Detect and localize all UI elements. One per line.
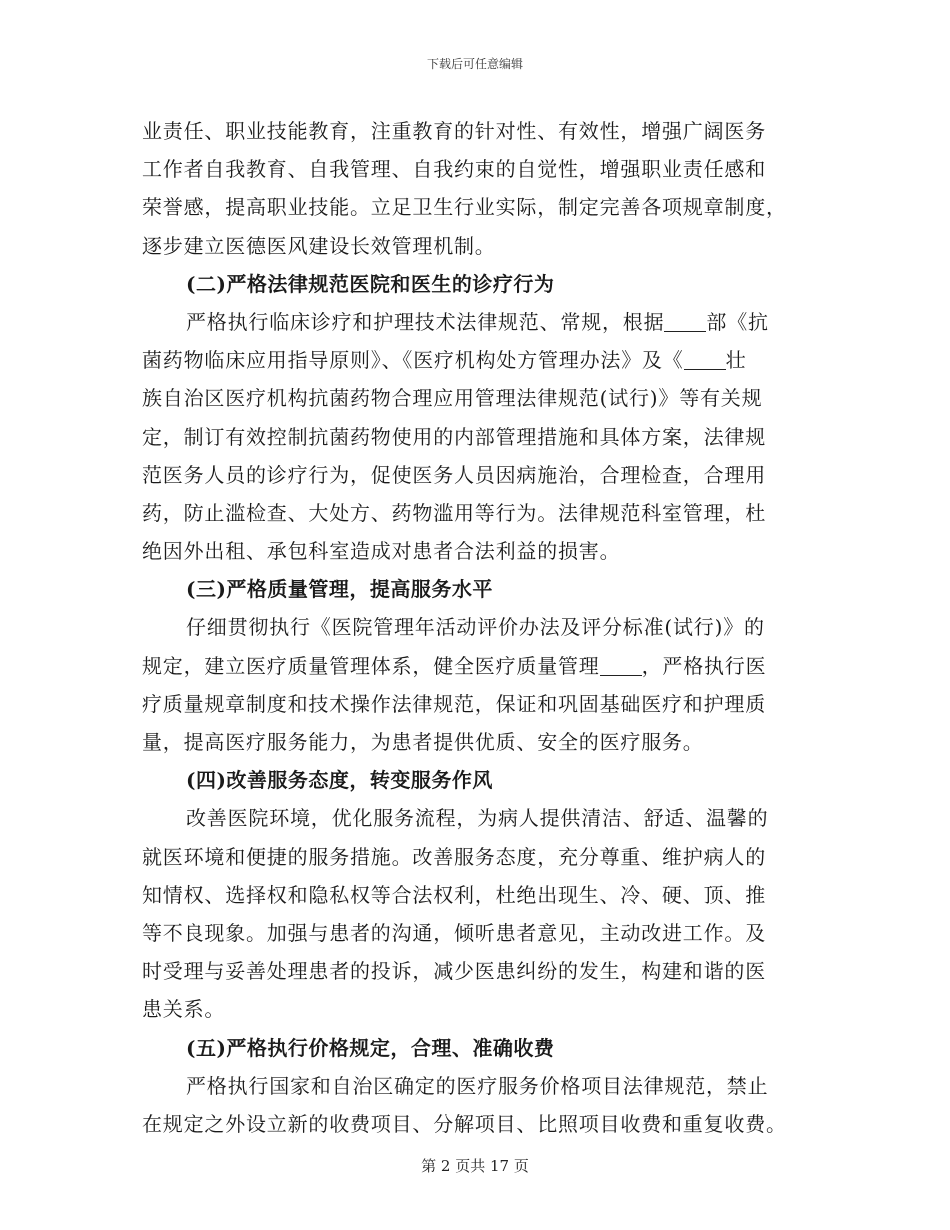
paragraph-line: 逐步建立医德医风建设长效管理机制。 <box>142 233 496 258</box>
paragraph-line: 工作者自我教育、自我管理、自我约束的自觉性，增强职业责任感和 <box>142 157 766 182</box>
section-heading: (五)严格执行价格规定，合理、准确收费 <box>186 1035 555 1060</box>
fill-in-blank <box>664 311 706 332</box>
line-text-before: 严格执行临床诊疗和护理技术法律规范、常规，根据 <box>186 309 665 334</box>
paragraph-line: 在规定之外设立新的收费项目、分解项目、比照项目收费和重复收费。 <box>142 1111 787 1136</box>
paragraph-line: 仔细贯彻执行《医院管理年活动评价办法及评分标准(试行)》的 <box>186 615 765 640</box>
fill-in-blank <box>600 655 642 676</box>
paragraph-line <box>142 303 808 341</box>
paragraph-line: 就医环境和便捷的服务措施。改善服务态度，充分尊重、维护病人的 <box>142 844 766 869</box>
paragraph-line: 绝因外出租、承包科室造成对患者合法利益的损害。 <box>142 539 621 564</box>
line-text-before: 菌药物临床应用指导原则》、《医疗机构处方管理办法》及《 <box>142 348 684 373</box>
line-text-after: 部《抗 <box>706 309 769 334</box>
document-body <box>142 112 808 1143</box>
paragraph-line: 荣誉感，提高职业技能。立足卫生行业实际，制定完善各项规章制度， <box>142 195 787 220</box>
section-heading: (三)严格质量管理，提高服务水平 <box>186 577 493 602</box>
paragraph-line: 族自治区医疗机构抗菌药物合理应用管理法律规范(试行)》等有关规 <box>142 386 763 411</box>
paragraph-line: 药，防止滥检查、大处方、药物滥用等行为。法律规范科室管理，杜 <box>142 500 766 525</box>
paragraph-line: 改善医院环境，优化服务流程，为病人提供清洁、舒适、温馨的 <box>186 806 769 831</box>
line-text-after: 壮 <box>725 348 747 373</box>
paragraph-line: 量，提高医疗服务能力，为患者提供优质、安全的医疗服务。 <box>142 730 704 754</box>
paragraph-line: 范医务人员的诊疗行为，促使医务人员因病施治，合理检查，合理用 <box>142 462 766 487</box>
paragraph-line: 患关系。 <box>142 997 226 1022</box>
paragraph-line: 等不良现象。加强与患者的沟通，倾听患者意见，主动改进工作。及 <box>142 920 766 945</box>
paragraph-line: 严格执行国家和自治区确定的医疗服务价格项目法律规范，禁止 <box>186 1073 769 1098</box>
paragraph-line: 定，制订有效控制抗菌药物使用的内部管理措施和具体方案，法律规 <box>142 424 766 449</box>
line-text-before: 规定，建立医疗质量管理体系，健全医疗质量管理 <box>142 653 600 678</box>
section-heading: (四)改善服务态度，转变服务作风 <box>186 768 493 793</box>
section-heading: (二)严格法律规范医院和医生的诊疗行为 <box>186 271 555 296</box>
page-header: 下载后可任意编辑 <box>426 57 523 71</box>
page-footer: 第 2 页共 17 页 <box>421 1157 529 1175</box>
paragraph-line: 疗质量规章制度和技术操作法律规范，保证和巩固基础医疗和护理质 <box>142 691 766 716</box>
paragraph-line <box>142 647 808 685</box>
line-text-after: ，严格执行医 <box>641 653 767 678</box>
paragraph-line <box>142 341 808 379</box>
paragraph-line: 时受理与妥善处理患者的投诉，减少医患纠纷的发生，构建和谐的医 <box>142 959 766 984</box>
paragraph-line: 知情权、选择权和隐私权等合法权利，杜绝出现生、冷、硬、顶、推 <box>142 882 766 907</box>
paragraph-line: 业责任、职业技能教育，注重教育的针对性、有效性，增强广阔医务 <box>142 119 766 143</box>
fill-in-blank <box>684 349 726 370</box>
